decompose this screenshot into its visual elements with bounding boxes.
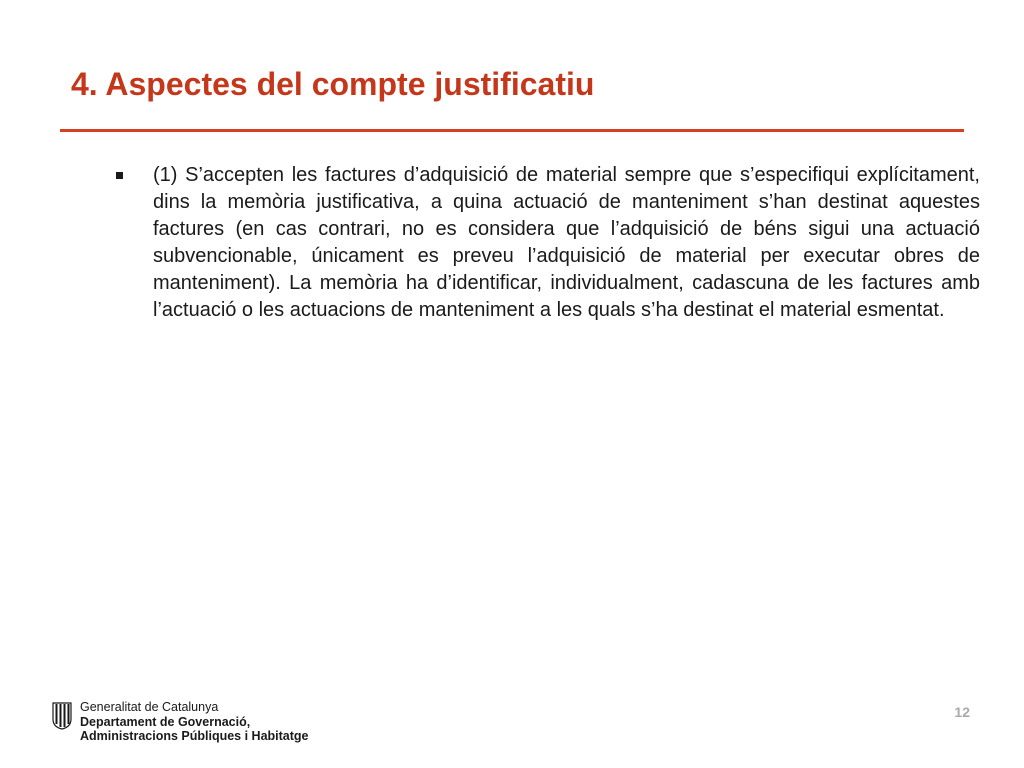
organization-text: [80, 700, 309, 743]
department-line-2: Administracions Públiques i Habitatge: [80, 729, 309, 743]
bullet-list: [110, 162, 980, 324]
footer-logo: [52, 700, 309, 742]
square-bullet-icon: [116, 172, 123, 179]
slide-title: 4. Aspectes del compte justificatiu: [71, 66, 595, 102]
bullet-item: [110, 162, 980, 324]
generalitat-senyera-emblem-icon: [52, 702, 72, 730]
department-line-1: Departament de Governació,: [80, 715, 251, 729]
bullet-text: (1) S’accepten les factures d’adquisició de material sempre que s’especifiqui explícitament, dins la memòria justificativa, a quina actuació de manteniment s’han destinat aquestes factures (en cas contrari, no es considera que l’adquisició de béns sigui una actuació subvencionable, únicament es preveu l’adquisició de material per executar obres de manteniment). La memòria ha d’identificar, individualment, cadascuna de les factures amb l’actuació o les actuacions de manteniment a les quals s’ha destinat el material esmentat.: [153, 164, 980, 321]
org-name: Generalitat de Catalunya: [80, 700, 219, 714]
title-underline-divider: [60, 129, 964, 132]
page-number: 12: [954, 704, 970, 720]
